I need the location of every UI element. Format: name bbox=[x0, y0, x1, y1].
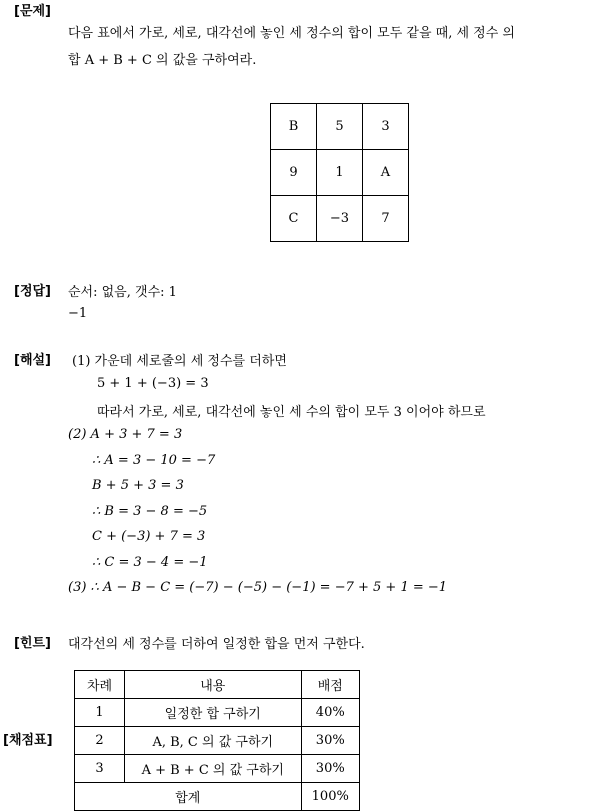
solution-line: ∴ A = 3 − 10 = −7 bbox=[92, 453, 216, 468]
table-total-row bbox=[75, 783, 360, 811]
magic-square-grid bbox=[270, 103, 409, 242]
solution-line: ∴ B = 3 − 8 = −5 bbox=[92, 504, 208, 519]
solution-line: C + (−3) + 7 = 3 bbox=[92, 529, 206, 544]
answer-value: −1 bbox=[68, 306, 88, 321]
column-header: 배점 bbox=[301, 671, 360, 699]
grid-cell: A bbox=[363, 150, 409, 196]
grid-cell: 9 bbox=[271, 150, 317, 196]
solution-line: (1) 가운데 세로줄의 세 정수를 더하면 bbox=[72, 354, 287, 369]
solution-line: 따라서 가로, 세로, 대각선에 놓인 세 수의 합이 모두 3 이어야 하므로 bbox=[97, 405, 486, 420]
table-cell: 40% bbox=[301, 699, 360, 727]
answer-label: [정답] bbox=[14, 284, 51, 299]
table-row bbox=[75, 755, 360, 783]
table-row bbox=[75, 699, 360, 727]
grid-cell: B bbox=[271, 104, 317, 150]
hint-text: 대각선의 세 정수를 더하여 일정한 합을 먼저 구한다. bbox=[68, 637, 365, 652]
total-label: 합계 bbox=[75, 783, 302, 811]
total-value: 100% bbox=[301, 783, 360, 811]
grid-cell: 3 bbox=[363, 104, 409, 150]
table-cell: A + B + C 의 값 구하기 bbox=[125, 755, 301, 783]
solution-line: B + 5 + 3 = 3 bbox=[92, 478, 184, 493]
column-header: 내용 bbox=[125, 671, 301, 699]
solution-line: (2) A + 3 + 7 = 3 bbox=[68, 427, 183, 442]
solution-line: ∴ C = 3 − 4 = −1 bbox=[92, 555, 208, 570]
column-header: 차례 bbox=[75, 671, 125, 699]
solution-label: [해설] bbox=[14, 353, 51, 368]
grid-cell: 7 bbox=[363, 196, 409, 242]
problem-text-line1: 다음 표에서 가로, 세로, 대각선에 놓인 세 정수의 합이 모두 같을 때, 세 정수 의 bbox=[68, 26, 515, 41]
solution-line: 5 + 1 + (−3) = 3 bbox=[97, 376, 209, 391]
table-cell: A, B, C 의 값 구하기 bbox=[125, 727, 301, 755]
problem-text-line2: 합 A + B + C 의 값을 구하여라. bbox=[68, 53, 257, 68]
scoring-table bbox=[74, 670, 360, 811]
table-row bbox=[75, 727, 360, 755]
table-cell: 30% bbox=[301, 727, 360, 755]
answer-meta: 순서: 없음, 갯수: 1 bbox=[68, 285, 177, 300]
grid-cell: −3 bbox=[317, 196, 363, 242]
solution-line: (3) ∴ A − B − C = (−7) − (−5) − (−1) = −7 + 5 + 1 = −1 bbox=[68, 580, 448, 595]
table-cell: 3 bbox=[75, 755, 125, 783]
grid-cell: 5 bbox=[317, 104, 363, 150]
grid-cell: 1 bbox=[317, 150, 363, 196]
table-cell: 30% bbox=[301, 755, 360, 783]
table-cell: 2 bbox=[75, 727, 125, 755]
grid-cell: C bbox=[271, 196, 317, 242]
hint-label: [힌트] bbox=[14, 636, 51, 651]
table-cell: 1 bbox=[75, 699, 125, 727]
table-header-row bbox=[75, 671, 360, 699]
table-cell: 일정한 합 구하기 bbox=[125, 699, 301, 727]
problem-label: [문제] bbox=[14, 4, 51, 19]
scoring-label: [채점표] bbox=[3, 733, 53, 748]
